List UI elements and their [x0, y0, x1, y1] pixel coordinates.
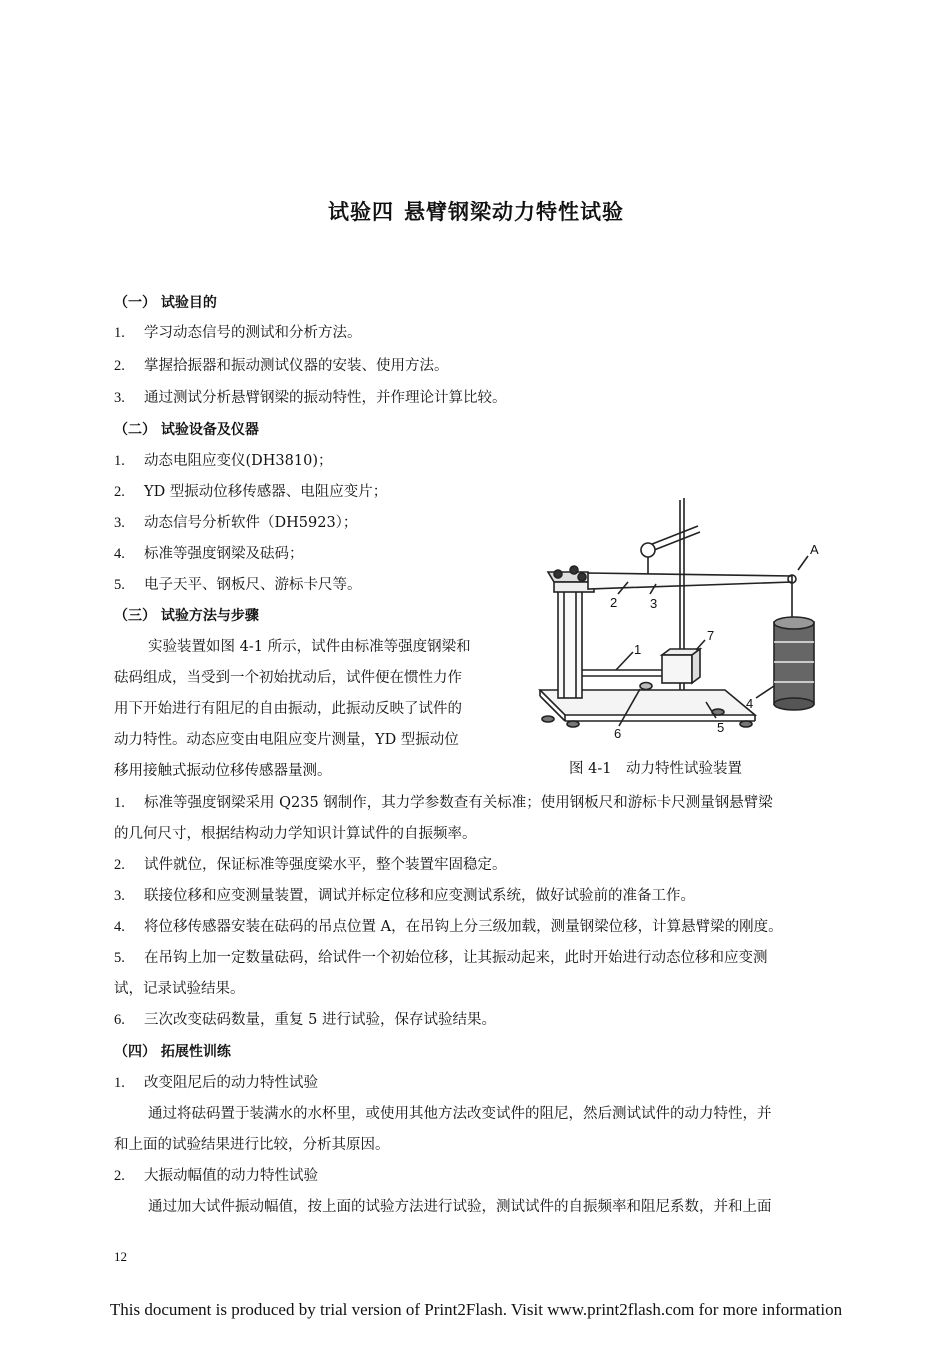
- trial-version-footer: This document is produced by trial version of Print2Flash. Visit www.print2flash.com for more information: [109, 1300, 843, 1319]
- list-item: 1. 改变阻尼后的动力特性试验: [114, 1075, 318, 1091]
- figure-label-4: 4: [746, 696, 754, 711]
- step-item: 4. 将位移传感器安装在砝码的吊点位置 A，在吊钩上分三级加载，测量钢梁位移，计算悬臂梁的刚度。: [114, 919, 783, 935]
- figure-caption: 图 4-1 动力特性试验装置: [569, 761, 742, 777]
- list-item: 2. 掌握拾振器和振动测试仪器的安装、使用方法。: [114, 358, 449, 374]
- list-item: 3. 通过测试分析悬臂钢梁的振动特性，并作理论计算比较。: [114, 390, 507, 406]
- section-heading-objectives: （一） 试验目的: [114, 295, 217, 311]
- paragraph-line: 通过将砝码置于装满水的水杯里，或使用其他方法改变试件的阻尼，然后测试试件的动力特性，并: [148, 1106, 772, 1122]
- step-item: 1. 标准等强度钢梁采用 Q235 钢制作，其力学参数查有关标准；使用钢板尺和游标卡尺测量钢悬臂梁: [114, 795, 773, 811]
- intro-line: 动力特性。动态应变由电阻应变片测量，YD 型振动位: [114, 732, 459, 748]
- intro-line: 实验装置如图 4-1 所示，试件由标准等强度钢梁和: [148, 639, 471, 655]
- figure-label-5: 5: [717, 720, 725, 735]
- list-item: 2. 大振动幅值的动力特性试验: [114, 1168, 318, 1184]
- step-item: 3. 联接位移和应变测量装置，调试并标定位移和应变测试系统，做好试验前的准备工作。: [114, 888, 695, 904]
- section-heading-method: （三） 试验方法与步骤: [114, 608, 259, 624]
- section-heading-extended-training: （四） 拓展性训练: [114, 1044, 231, 1060]
- intro-line: 移用接触式振动位移传感器量测。: [114, 763, 332, 779]
- step-item: 2. 试件就位，保证标准等强度梁水平，整个装置牢固稳定。: [114, 857, 507, 873]
- figure-label-6: 6: [614, 726, 622, 740]
- figure-label-2: 2: [610, 595, 618, 610]
- title-part-1: 试验四: [328, 200, 394, 224]
- step-item-continuation: 试，记录试验结果。: [114, 981, 245, 997]
- list-item: 1. 动态电阻应变仪(DH3810)；: [114, 453, 333, 469]
- list-item: 5. 电子天平、钢板尺、游标卡尺等。: [114, 577, 362, 593]
- step-item-continuation: 的几何尺寸，根据结构动力学知识计算试件的自振频率。: [114, 826, 477, 842]
- section-heading-equipment: （二） 试验设备及仪器: [114, 422, 259, 438]
- intro-line: 砝码组成，当受到一个初始扰动后，试件便在惯性力作: [114, 670, 462, 686]
- step-item: 6. 三次改变砝码数量，重复 5 进行试验，保存试验结果。: [114, 1012, 496, 1028]
- step-item: 5. 在吊钩上加一定数量砝码，给试件一个初始位移，让其振动起来，此时开始进行动态位移和应变测: [114, 950, 768, 966]
- list-item: 3. 动态信号分析软件（DH5923）；: [114, 515, 358, 531]
- list-item: 4. 标准等强度钢梁及砝码；: [114, 546, 304, 562]
- paragraph-line: 通过加大试件振动幅值，按上面的试验方法进行试验，测试试件的自振频率和阻尼系数，并和上面: [148, 1199, 772, 1215]
- figure-label-1: 1: [634, 642, 642, 657]
- list-item: 2. YD 型振动位移传感器、电阻应变片；: [114, 484, 388, 500]
- figure-label-3: 3: [650, 596, 658, 611]
- figure-label-7: 7: [707, 628, 715, 643]
- title-part-2: 悬臂钢梁动力特性试验: [404, 200, 624, 224]
- figure-label-a: A: [810, 542, 819, 557]
- page-number: 12: [114, 1249, 127, 1264]
- intro-line: 用下开始进行有阻尼的自由振动，此振动反映了试件的: [114, 701, 462, 717]
- page-title: [0, 196, 952, 226]
- paragraph-line: 和上面的试验结果进行比较，分析其原因。: [114, 1137, 390, 1153]
- test-apparatus-figure: [530, 490, 830, 740]
- list-item: 1. 学习动态信号的测试和分析方法。: [114, 325, 362, 341]
